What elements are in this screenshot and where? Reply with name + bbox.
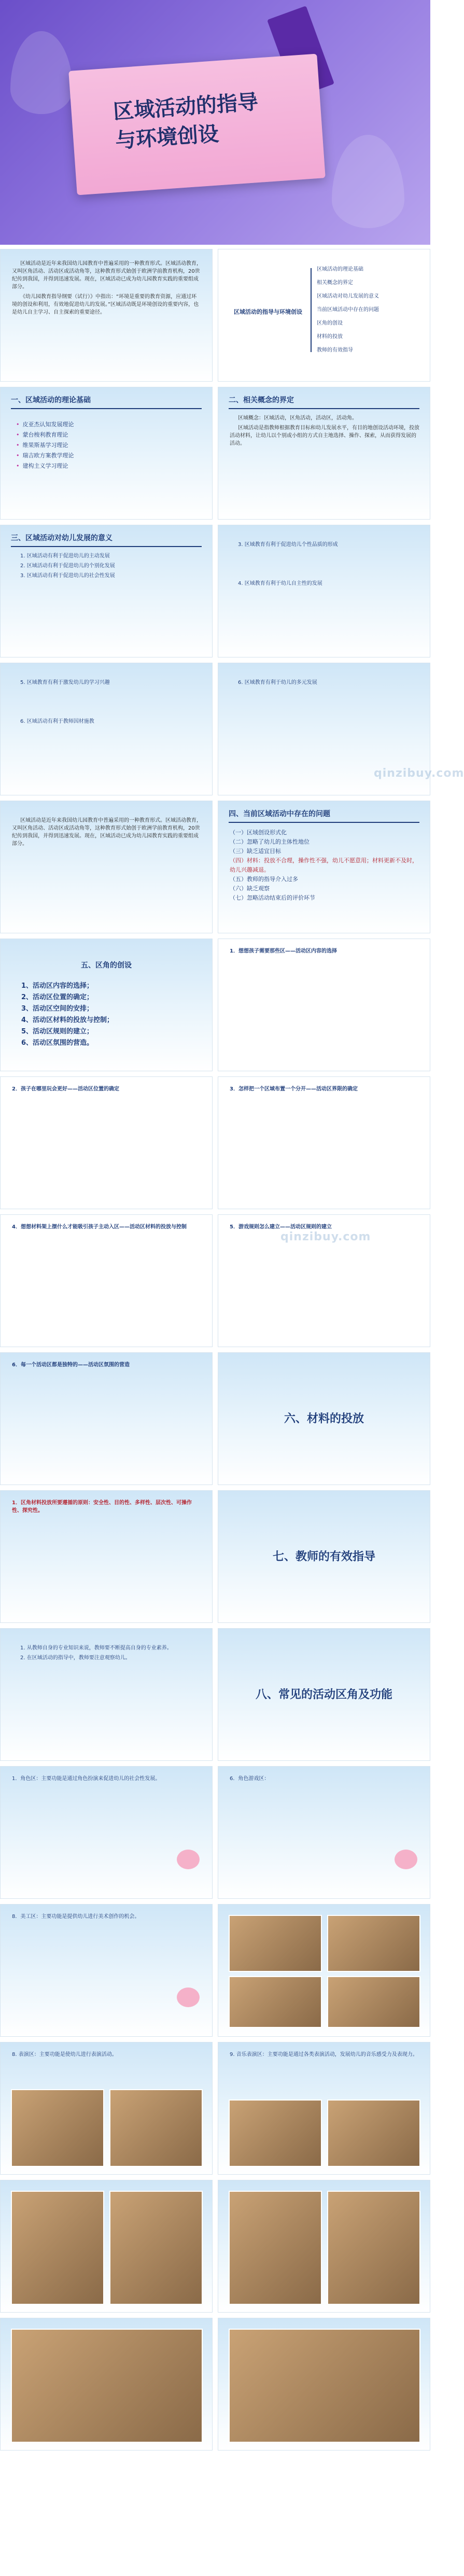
classroom-photo (327, 2099, 420, 2167)
slide-heading: 9. 音乐表演区：主要功能是通过各类表演活动，发展幼儿的音乐感受力及表现力。 (230, 2052, 418, 2057)
slide-materials-control (0, 1214, 213, 1347)
problem-item: （二）忽略了幼儿的主体性地位 (230, 838, 310, 845)
problem-item: （三）缺乏适宜目标 (230, 848, 281, 855)
slide-performance (0, 2042, 213, 2175)
problem-item: （七）忽略活动结束后的评价环节 (230, 894, 315, 901)
significance-point: 1. 区域活动有利于促进幼儿的主动发展 (20, 553, 110, 559)
intro-para-2: 《幼儿园教育指导纲要（试行）》中指出：“环境是重要的教育资源，应通过环境的创设和利用，有效地促进幼儿的发展。”区域活动既是环境创设的重要内容，也是幼儿自主学习、自主探索的重要途径。 (12, 294, 199, 315)
classroom-photo (229, 2099, 322, 2167)
watermark: qinzibuy.com (374, 767, 464, 780)
slide-problems (218, 801, 430, 933)
title-slide (0, 0, 430, 245)
slide-principles (0, 1490, 213, 1623)
slide-teacher-guidance (218, 1490, 430, 1623)
slide-heading: 1．区角材料投放所要遵循的原则：安全性、目的性、多样性、层次性、可操作性、探究性。 (12, 1500, 192, 1514)
corner-item: 3、活动区空间的安排； (21, 1005, 94, 1013)
slide-content-selection (218, 939, 430, 1071)
intro-para-1: 区域活动是近年来我国幼儿园教育中普遍采用的一种教育形式。区域活动教育，又叫区角活动、活动区或活动角等，这种教育形式始创于欧洲学前教育机构，20世纪传到我国，并得到迅速发展。现在，区域活动已成为幼儿园教育实践的重要组成部分。 (12, 261, 202, 290)
slide-location (0, 1076, 213, 1209)
slide-outline (218, 249, 430, 382)
outline-item: 相关概念的界定 (317, 280, 353, 286)
slide-heading: 一、区域活动的理论基础 (11, 396, 91, 404)
title-line-1: 区域活动的指导 (112, 89, 259, 124)
outline-item: 区域活动对幼儿发展的意义 (317, 293, 379, 299)
slide-heading: 1．想想孩子需要那些区——活动区内容的选择 (230, 948, 337, 954)
slide-photos-4 (0, 2318, 213, 2451)
slide-heading: 5．游戏规则怎么建立——活动区规则的建立 (230, 1224, 332, 1230)
watermark: qinzibuy.com (280, 1230, 371, 1243)
classroom-photo (229, 2191, 322, 2305)
slide-art-corner (0, 1904, 213, 2037)
outline-item: 材料的投放 (317, 334, 343, 340)
slide-heading: 2．孩子在哪里玩会更好——活动区位置的确定 (12, 1086, 119, 1092)
slide-heading: 三、区域活动对幼儿发展的意义 (11, 534, 113, 542)
classroom-photo (11, 2089, 104, 2167)
classroom-photo (11, 2191, 104, 2305)
significance-point: 5. 区域教育有利于激发幼儿的学习兴趣 (20, 680, 110, 685)
slide-heading: 五、区角的创设 (81, 961, 132, 970)
outline-item: 教师的有效指导 (317, 347, 353, 353)
classroom-photo (229, 2329, 420, 2443)
theory-item: • 建构主义学习理论 (16, 461, 74, 471)
corner-item: 5、活动区规则的建立； (21, 1028, 94, 1035)
significance-point: 3. 区域活动有利于促进幼儿的社会性发展 (20, 573, 115, 579)
corner-item: 4、活动区材料的投放与控制； (21, 1016, 114, 1024)
significance-point: 4. 区域教育有利于幼儿自主性的发展 (238, 581, 322, 586)
problem-item: （四）材料：投放不合理，操作性不强，幼儿不愿意用；材料更新不及时，幼儿兴趣减退。 (230, 857, 418, 873)
section-title: 七、教师的有效指导 (272, 1550, 375, 1563)
significance-point: 3. 区域教育有利于促进幼儿个性品质的形成 (238, 542, 338, 548)
slide-heading: 8. 表演区：主要功能是使幼儿进行表演活动。 (12, 2052, 117, 2057)
slide-photos-2 (0, 2180, 213, 2313)
pig-mascot-icon (177, 1987, 200, 2007)
problem-item: （六）缺乏观察 (230, 885, 270, 892)
classroom-photo (109, 2191, 203, 2305)
slide-role-corner (0, 1766, 213, 1899)
slide-concepts (218, 387, 430, 520)
slide-rules (218, 1214, 430, 1347)
outline-item: 区域活动的理论基础 (317, 267, 363, 272)
classroom-photo (229, 1915, 322, 1972)
classroom-photo (11, 2329, 203, 2443)
slide-music-performance (218, 2042, 430, 2175)
slide-heading: 四、当前区域活动中存在的问题 (229, 810, 330, 818)
slide-heading: 二、相关概念的界定 (229, 396, 294, 404)
corner-item: 6、活动区氛围的营造。 (21, 1039, 94, 1047)
problem-item: （一）区域创设形式化 (230, 829, 287, 836)
outline-item: 区角的创设 (317, 320, 343, 326)
theory-item: • 皮亚杰认知发展理论 (16, 419, 74, 430)
slide-significance-3 (0, 663, 213, 795)
slide-atmosphere (0, 1352, 213, 1485)
classroom-photo (229, 1976, 322, 2028)
teacher-point: 1. 从教师自身的专业知识来说，教师要不断提高自身的专业素养。 (20, 1645, 172, 1651)
slide-materials (218, 1352, 430, 1485)
title-line-2: 与环境创设 (114, 121, 220, 153)
corner-item: 1、活动区内容的选择； (21, 982, 94, 990)
slide-heading: 1．角色区：主要功能是通过角色扮演来促进幼儿的社会性发展。 (12, 1776, 161, 1782)
slide-photos-1 (218, 1904, 430, 2037)
significance-point: 2. 区域活动有利于促进幼儿的个别化发展 (20, 563, 115, 569)
slide-photos-3 (218, 2180, 430, 2313)
section-title: 六、材料的投放 (284, 1412, 364, 1425)
theory-item: • 蒙台梭利教育理论 (16, 430, 74, 440)
teacher-point: 2. 在区域活动的指导中，教师要注意观察幼儿。 (20, 1655, 131, 1661)
significance-point: 6. 区域活动有利于教师因材施教 (20, 719, 94, 724)
slide-problems-intro (0, 801, 213, 933)
theory-item: • 瑞吉欧方案教学理论 (16, 451, 74, 461)
outline-center: 区域活动的指导与环境创设 (234, 309, 302, 315)
problem-item: （五）教师的指导介入过多 (230, 876, 298, 883)
corner-item: 2、活动区位置的确定； (21, 993, 94, 1001)
slide-theory (0, 387, 213, 520)
classroom-photo (327, 1915, 420, 1972)
slide-heading: 6．每一个活动区都是独特的——活动区氛围的营造 (12, 1362, 130, 1368)
slide-heading: 8．美工区：主要功能是提供幼儿进行美术创作的机会。 (12, 1914, 140, 1920)
concept-para: 区域概念：区域活动，区角活动，活动区，活动角。 (238, 415, 357, 421)
theory-item: • 维果斯基学习理论 (16, 440, 74, 451)
slide-significance-2 (218, 525, 430, 657)
slide-intro (0, 249, 213, 382)
problems-para: 区域活动是近年来我国幼儿园教育中普遍采用的一种教育形式。区域活动教育，又叫区角活动、活动区或活动角等，这种教育形式始创于欧洲学前教育机构，20世纪传到我国，并得到迅速发展。现在，区域活动已成为幼儿园教育实践的重要组成部分。 (12, 818, 202, 847)
slide-common-corners (218, 1628, 430, 1761)
classroom-photo (327, 2191, 420, 2305)
significance-point: 6. 区域教育有利于幼儿的多元发展 (238, 680, 317, 685)
slide-teacher-points (0, 1628, 213, 1761)
concept-para: 区域活动是指教师根据教育目标和幼儿发展水平，有目的地创设活动环境，投放活动材料，让幼儿以个别或小组的方式自主地选择、操作、探索，从而获得发展的活动。 (230, 425, 419, 446)
classroom-photo (327, 1976, 420, 2028)
slide-significance (0, 525, 213, 657)
slide-significance-4 (218, 663, 464, 795)
slide-photos-5 (218, 2318, 430, 2451)
slide-role-play (218, 1766, 430, 1899)
slide-heading: 6．角色游戏区： (230, 1776, 270, 1782)
slide-heading: 3．怎样把一个区域布置一个分开——活动区界限的确定 (230, 1086, 358, 1092)
section-title: 八、常见的活动区角及功能 (255, 1688, 392, 1701)
slide-corner-creation (0, 939, 213, 1071)
pig-mascot-icon (177, 1850, 200, 1869)
classroom-photo (109, 2089, 203, 2167)
slide-heading: 4．想想材料架上摆什么才能吸引孩子主动入区——活动区材料的投放与控制 (12, 1224, 187, 1230)
pig-mascot-icon (395, 1850, 417, 1869)
slide-boundary (218, 1076, 430, 1209)
outline-item: 当前区域活动中存在的问题 (317, 307, 379, 313)
